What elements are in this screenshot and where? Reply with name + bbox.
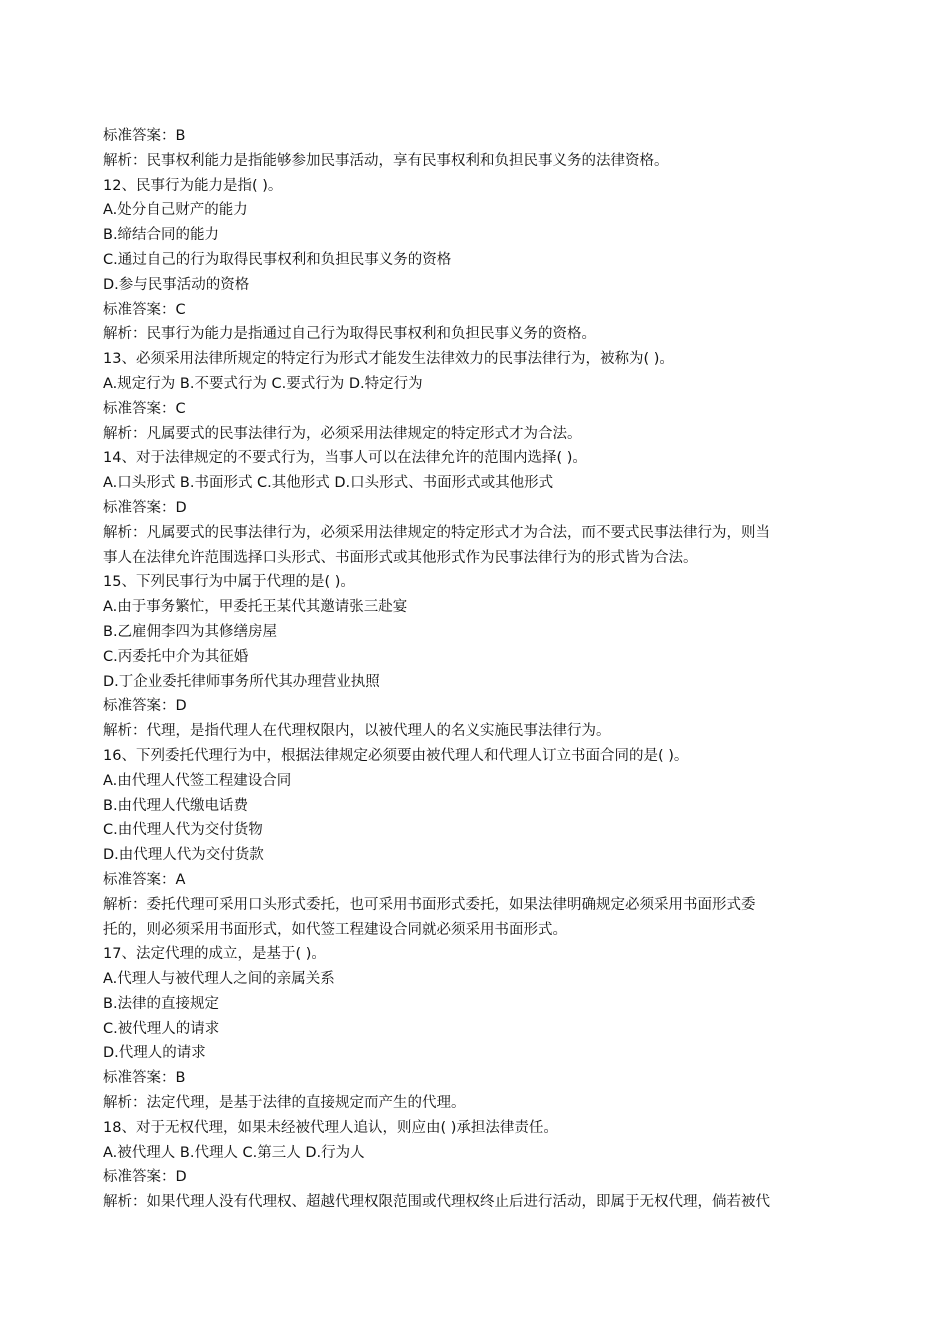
option-line: B.乙雇佣李四为其修缮房屋 — [103, 623, 278, 640]
option-line: A.规定行为 B.不要式行为 C.要式行为 D.特定行为 — [103, 375, 423, 392]
explanation-line: 解析：凡属要式的民事法律行为，必须采用法律规定的特定形式才为合法。 — [103, 425, 582, 442]
answer-line: 标准答案：A — [103, 871, 186, 888]
answer-line: 标准答案：C — [103, 400, 186, 417]
option-line: D.丁企业委托律师事务所代其办理营业执照 — [103, 673, 380, 690]
option-line: D.代理人的请求 — [103, 1045, 206, 1062]
answer-line: 标准答案：B — [103, 1070, 186, 1087]
question-line: 15、下列民事行为中属于代理的是( )。 — [103, 574, 355, 591]
answer-line: 标准答案：D — [103, 698, 187, 715]
explanation-line: 解析：凡属要式的民事法律行为，必须采用法律规定的特定形式才为合法，而不要式民事法律行为，则当 — [103, 524, 770, 541]
question-line: 18、对于无权代理，如果未经被代理人追认，则应由( )承担法律责任。 — [103, 1119, 558, 1136]
option-line: A.由代理人代签工程建设合同 — [103, 772, 292, 789]
option-line: A.由于事务繁忙，甲委托王某代其邀请张三赴宴 — [103, 599, 408, 616]
option-line: D.由代理人代为交付货款 — [103, 847, 264, 864]
document-body — [103, 124, 853, 1215]
option-line: C.丙委托中介为其征婚 — [103, 648, 249, 665]
answer-line: 标准答案：D — [103, 1169, 187, 1186]
explanation-line: 解析：民事权利能力是指能够参加民事活动，享有民事权利和负担民事义务的法律资格。 — [103, 152, 669, 169]
answer-line: 标准答案：D — [103, 499, 187, 516]
text-line: 事人在法律允许范围选择口头形式、书面形式或其他形式作为民事法律行为的形式皆为合法。 — [103, 549, 698, 566]
explanation-line: 解析：法定代理，是基于法律的直接规定而产生的代理。 — [103, 1095, 466, 1112]
option-line: A.处分自己财产的能力 — [103, 202, 248, 219]
question-line: 16、下列委托代理行为中，根据法律规定必须要由被代理人和代理人订立书面合同的是( )。 — [103, 747, 689, 764]
question-line: 17、法定代理的成立，是基于( )。 — [103, 946, 326, 963]
question-line: 12、民事行为能力是指( )。 — [103, 177, 283, 194]
option-line: B.法律的直接规定 — [103, 995, 220, 1012]
option-line: B.缔结合同的能力 — [103, 227, 220, 244]
option-line: A.被代理人 B.代理人 C.第三人 D.行为人 — [103, 1144, 365, 1161]
answer-line: 标准答案：B — [103, 128, 186, 144]
text-line: 托的，则必须采用书面形式，如代签工程建设合同就必须采用书面形式。 — [103, 921, 567, 938]
answer-line: 标准答案：C — [103, 301, 186, 318]
explanation-line: 解析：如果代理人没有代理权、超越代理权限范围或代理权终止后进行活动，即属于无权代理，倘若被代 — [103, 1194, 770, 1211]
option-line: D.参与民事活动的资格 — [103, 276, 250, 293]
explanation-line: 解析：代理，是指代理人在代理权限内，以被代理人的名义实施民事法律行为。 — [103, 723, 611, 740]
option-line: A.代理人与被代理人之间的亲属关系 — [103, 971, 335, 988]
explanation-line: 解析：民事行为能力是指通过自己行为取得民事权利和负担民事义务的资格。 — [103, 326, 596, 343]
option-line: B.由代理人代缴电话费 — [103, 797, 249, 814]
question-line: 13、必须采用法律所规定的特定行为形式才能发生法律效力的民事法律行为，被称为( )。 — [103, 351, 674, 368]
option-line: A.口头形式 B.书面形式 C.其他形式 D.口头形式、书面形式或其他形式 — [103, 475, 554, 492]
option-line: C.被代理人的请求 — [103, 1020, 220, 1037]
explanation-line: 解析：委托代理可采用口头形式委托，也可采用书面形式委托，如果法律明确规定必须采用书面形式委 — [103, 896, 756, 913]
option-line: C.由代理人代为交付货物 — [103, 822, 263, 839]
option-line: C.通过自己的行为取得民事权利和负担民事义务的资格 — [103, 251, 452, 268]
question-line: 14、对于法律规定的不要式行为，当事人可以在法律允许的范围内选择( )。 — [103, 450, 587, 467]
